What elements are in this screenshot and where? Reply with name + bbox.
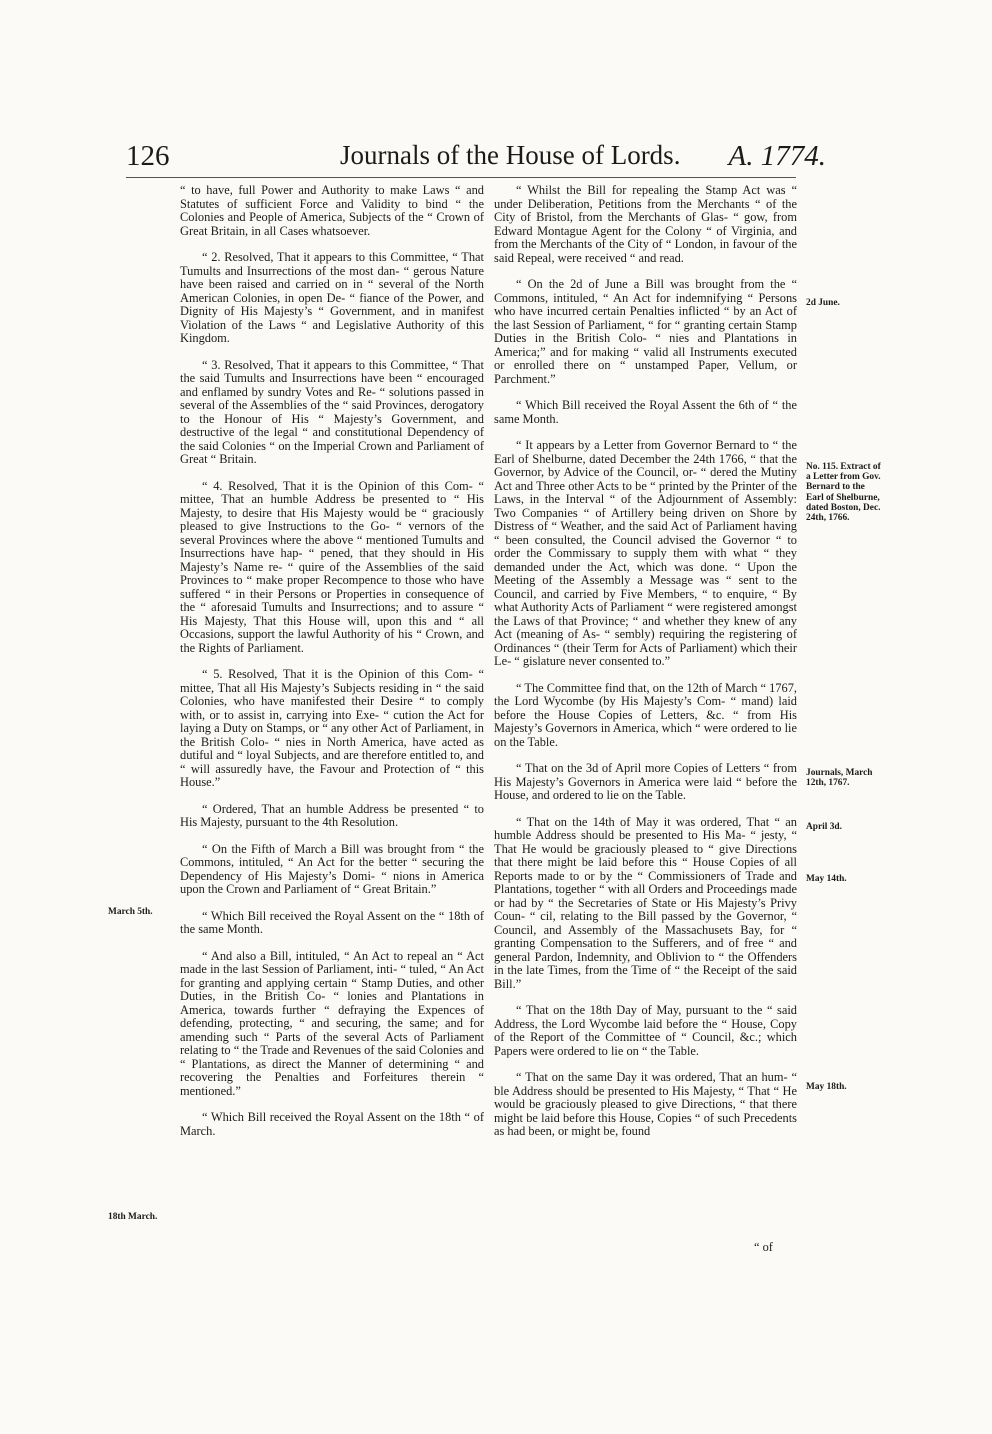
page-title: Journals of the House of Lords. [340,140,681,170]
margin-note-march-5th: March 5th. [108,907,153,917]
paragraph: “ That on the same Day it was ordered, That an hum- “ ble Address should be presented to His Majesty, “ That “ He would be graciously pleased to give Directions, “ that there might be laid before this House, Copies “ of such Precedents as had been, or might be, found [494,1070,797,1138]
right-column [484,184,797,1152]
catchword: “ of [754,1240,773,1254]
paragraph: “ The Committee find that, on the 12th of March “ 1767, the Lord Wycombe (by His Majesty’s Com- “ mand) laid before the House Copies of Letters, &c. “ from His Majesty’s Governors in America, which “ were ordered to lie on the Table. [494,680,797,749]
paragraph: “ Ordered, That an humble Address be presented “ to His Majesty, pursuant to the 4th Resolution. [180,801,484,829]
paragraph: “ Which Bill received the Royal Assent on the “ 18th of the same Month. [180,908,484,936]
paragraph: “ That on the 14th of May it was ordered, That “ an humble Address should be presented to His Ma- “ jesty, “ That He would be graciously pleased to “ give Directions that there might be laid before this “ House Copies of all Reports made to or by the “ Commissioners of Trade and Plantations, together “ with all Orders and Proceedings made or had by “ the Secretaries of State or His Majesty’s Privy Coun- “ cil, relating to the Bill passed by the Governor, “ Council, and Assembly of the Massachusets Bay, for “ granting Compensation to the Sufferers, and of free “ and general Pardon, Indemnity, and Oblivion to “ the Offenders in the late Times, from the Time of “ the Receipt of the said Bill.” [494,814,797,991]
paragraph: “ 4. Resolved, That it is the Opinion of this Com- “ mittee, That an humble Address be presented to “ His Majesty, to desire that His Majesty would be “ graciously pleased to give Instructions to the Go- “ vernors of the several Provinces where the above “ mentioned Tumults and Insurrections have hap- “ pened, that they should in His Majesty’s Name re- “ quire of the Assemblies of the said Provinces to “ make proper Recompence to those who have suffered “ in their Persons or Properties in consequence of the “ aforesaid Tumults and Insurrections; and to assure “ His Majesty, That this House will, upon this and “ all Occasions, support the lawful Authority of his “ Crown, and the Rights of Parliament. [180,478,484,655]
paragraph: “ 2. Resolved, That it appears to this Committee, “ That Tumults and Insurrections of the most dan- “ gerous Nature have been raised and carried on in “ several of the North American Colonies, in open De- “ fiance of the Power, and Dignity of His Majesty’s “ Government, and in manifest Violation of the Laws “ and Legislative Authority of this Kingdom. [180,250,484,345]
paragraph: “ Which Bill received the Royal Assent on the 18th “ of March. [180,1110,484,1138]
header-rule [126,177,796,178]
paragraph: “ Whilst the Bill for repealing the Stamp Act was “ under Deliberation, Petitions from the Merchants “ of the City of Bristol, from the Merchants of Glas- “ gow, from Edward Montague Agent for the Colony “ of Virginia, and from the Merchants of the City of “ London, in favour of the said Repeal, were received “ and read. [494,183,797,265]
margin-note-april-3d: April 3d. [806,822,842,832]
left-column [170,184,484,1151]
page-year: A. 1774. [728,140,826,172]
margin-note-may-18th: May 18th. [806,1082,847,1092]
margin-note-journals-march: Journals, March 12th, 1767. [806,768,873,789]
margin-note-no-115: No. 115. Extract of a Letter from Gov. Bernard to the Earl of Shelburne, dated Boston, Dec. 24th, 1766. [806,462,881,524]
paragraph: “ And also a Bill, intituled, “ An Act to repeal an “ Act made in the last Session of Parliament, inti- “ tuled, “ An Act for granting and applying certain “ Stamp Duties, and other Duties, in the British Co- “ lonies and Plantations in America, towards further “ defraying the Expences of defending, protecting, “ and securing, the same; and for amending such “ Parts of the several Acts of Parliament relating to “ the Trade and Revenues of the said Colonies and “ Plantations, as direct the Manner of determining “ and recovering the Penalties and Forfeitures therein “ mentioned.” [180,948,484,1098]
paragraph: “ That on the 3d of April more Copies of Letters “ from His Majesty’s Governors in America were laid “ before the House, and ordered to lie on the Table. [494,761,797,802]
paragraph: “ Which Bill received the Royal Assent the 6th of “ the same Month. [494,398,797,426]
margin-note-june-2d: 2d June. [806,298,840,308]
margin-note-may-14th: May 14th. [806,874,847,884]
margin-note-march-18th: 18th March. [108,1212,158,1222]
paragraph: “ to have, full Power and Authority to make Laws “ and Statutes of sufficient Force and Validity to bind “ the Colonies and People of America, Subjects of the “ Crown of Great Britain, in all Cases whatsoever. [180,183,484,238]
paragraph: “ On the Fifth of March a Bill was brought from “ the Commons, intituled, “ An Act for the better “ securing the Dependency of His Majesty’s Domi- “ nions in America upon the Crown and Parliament of “ Great Britain.” [180,841,484,896]
paragraph: “ 3. Resolved, That it appears to this Committee, “ That the said Tumults and Insurrections have been “ encouraged and enflamed by sundry Votes and Re- “ solutions passed in several of the Assemblies of the “ said Provinces, derogatory to the Honour of His “ Majesty’s Government, and destructive of the legal “ and constitutional Dependency of the said Colonies “ on the Imperial Crown and Parliament of Great “ Britain. [180,357,484,466]
paragraph: “ 5. Resolved, That it is the Opinion of this Com- “ mittee, That all His Majesty’s Subjects residing in “ the said Colonies, who have manifested their Desire “ to comply with, or to assist in, carrying into Exe- “ cution the Act for laying a Duty on Stamps, or “ any other Act of Parliament, in the British Colo- “ nies in North America, have acted as dutiful and “ loyal Subjects, and are therefore entitled to, and “ will assuredly have, the Favour and Protection of “ this House.” [180,667,484,789]
paragraph: “ That on the 18th Day of May, pursuant to the “ said Address, the Lord Wycombe laid before the “ House, Copy of the Report of the Committee of “ Council, &c.; which Papers were ordered to lie on “ the Table. [494,1003,797,1058]
page-header [126,140,826,180]
page-number: 126 [126,140,170,172]
paragraph: “ On the 2d of June a Bill was brought from the “ Commons, intituled, “ An Act for indemnifying “ Persons who have incurred certain Penalties inflicted “ by an Act of the last Session of Parliament, “ for “ granting certain Stamp Duties in the British Colo- “ nies and Plantations in America;” and for making “ valid all Instruments executed or enrolled there on “ unstamped Paper, Vellum, or Parchment.” [494,277,797,386]
paragraph: “ It appears by a Letter from Governor Bernard to “ the Earl of Shelburne, dated December the 24th 1766, “ that the Governor, by Advice of the Council, or- “ dered the Mutiny Act and Three other Acts to be “ printed by the Printer of the Laws, in the Interval “ of the Adjournment of Assembly: Two Companies “ of Artillery being driven on Shore by Distress of “ Weather, and the said Act of Parliament having “ been consulted, the Council advised the Governor “ to order the Commissary to supply them with what “ they demanded under the Act, which was done. “ Upon the Meeting of the Assembly a Message was “ sent to the Council, and carried by Five Members, “ to enquire, “ By what Authority Acts of Parliament “ were registered amongst the Laws of that Province; “ and whether they knew of any Act (meaning of As- “ sembly) requiring the registering of Ordinances “ (their Term for Acts of Parliament) which their Le- “ gislature never consented to.” [494,438,797,668]
